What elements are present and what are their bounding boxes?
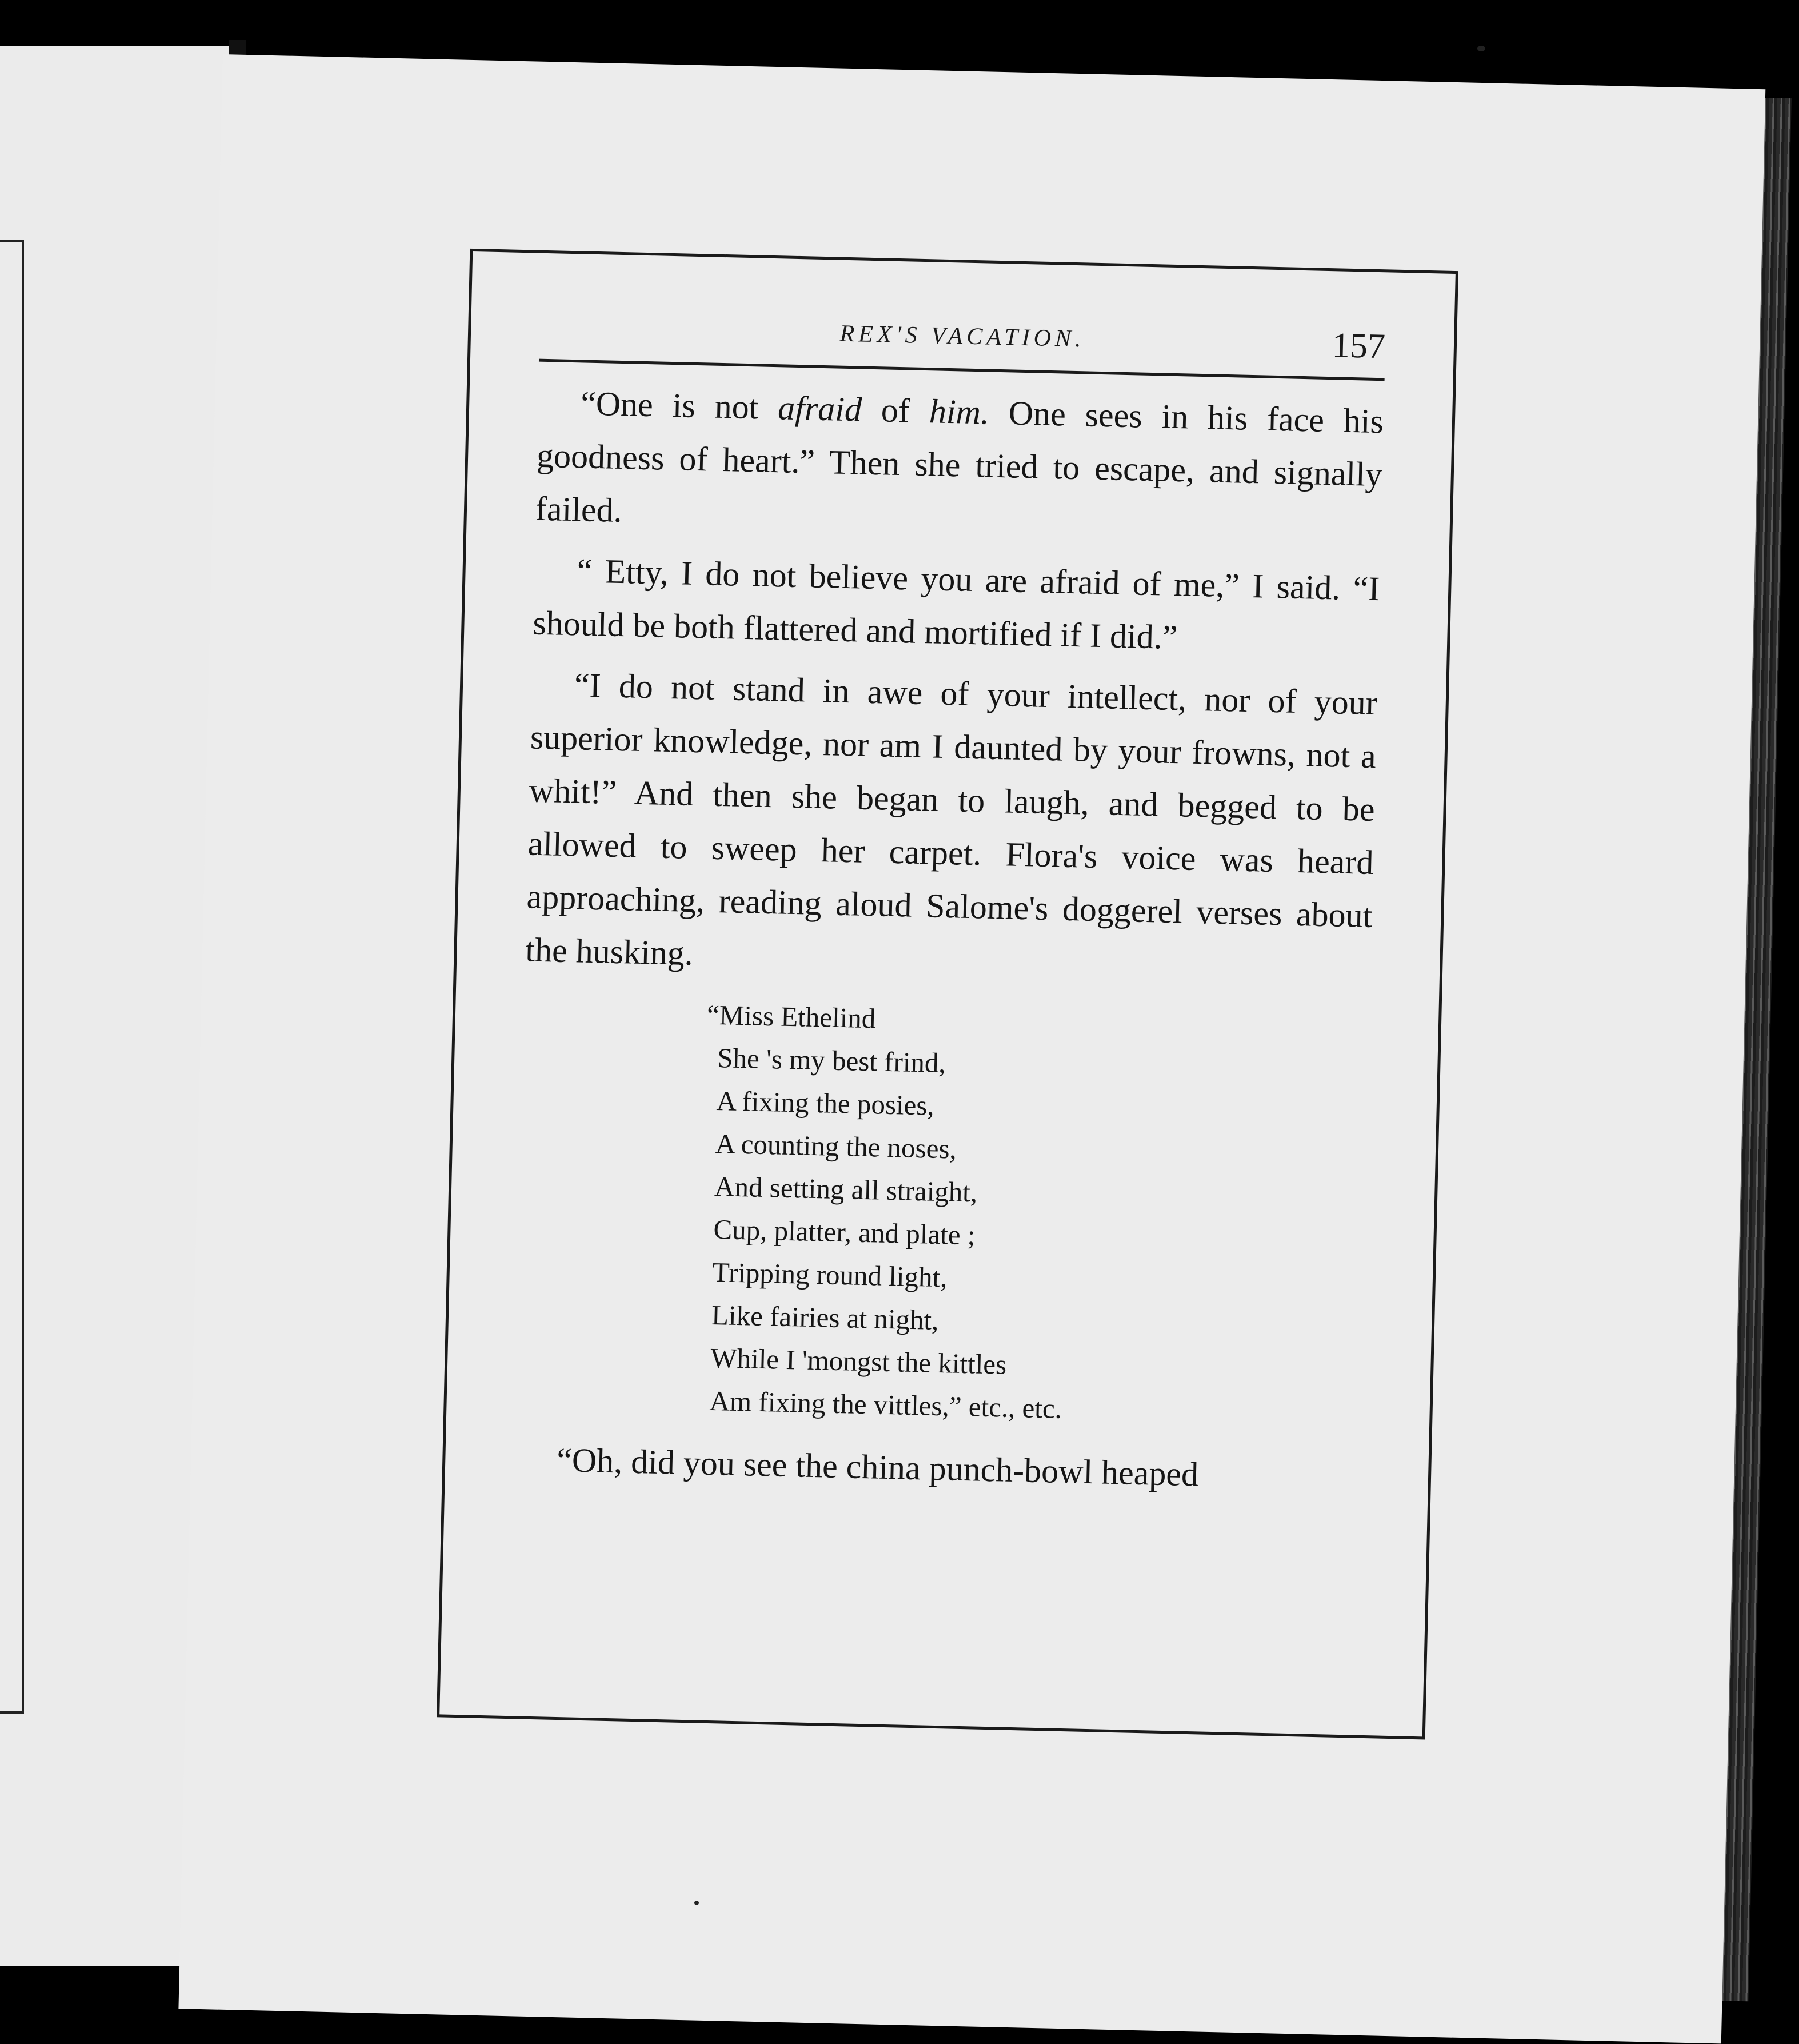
verse-block [706,993,1370,1437]
verse-line: While I 'mongst the kittles [710,1342,1007,1380]
emphasis-text: afraid [777,389,862,429]
paragraph: “ Etty, I do not believe you are afraid of me,” I said. “I should be both flattered and mortified if I did.” [532,552,1381,657]
paragraph-text: “One is not [580,384,779,427]
running-head [539,308,1386,381]
paragraph-text: One sees in his face his goodness of heart.” Then she tried to escape, and signally failed. [535,393,1384,530]
paragraph-text: of [861,390,930,430]
verse-line: Cup, platter, and plate ; [713,1213,976,1251]
text-frame [437,249,1458,1740]
paragraph [535,376,1384,555]
page-number: 157 [1332,326,1386,366]
verse-line: Am fixing the vittles,” etc., etc. [709,1384,1062,1424]
verse-line: A counting the noses, [715,1128,957,1165]
verse-line: “Miss Ethelind [706,999,876,1035]
verse-line: She 's my best frind, [717,1042,946,1079]
body-text [513,376,1384,1513]
running-head-title: REX'S VACATION. [839,320,1086,353]
verse-line: And setting all straight, [714,1171,978,1208]
scan-speck [694,1901,699,1905]
verse-line: Like fairies at night, [711,1299,940,1336]
right-page [178,54,1765,2043]
emphasis-text: him. [929,392,990,432]
scan-speck [1477,46,1485,51]
left-page-frame-edge [0,240,24,1714]
closing-line: “Oh, did you see the china punch-bowl heaped [556,1440,1199,1494]
paragraph: “I do not stand in awe of your intellect, nor of your superior knowledge, nor am I daunted by your frowns, not a whit!” And then she began to laugh, and begged to be allowed to sweep her carpet. Flora's voice was heard approaching, reading aloud Salome's doggerel verses about the husking. [525,666,1378,973]
verse-line: A fixing the posies, [716,1085,935,1121]
verse-line: Tripping round light, [712,1256,948,1294]
